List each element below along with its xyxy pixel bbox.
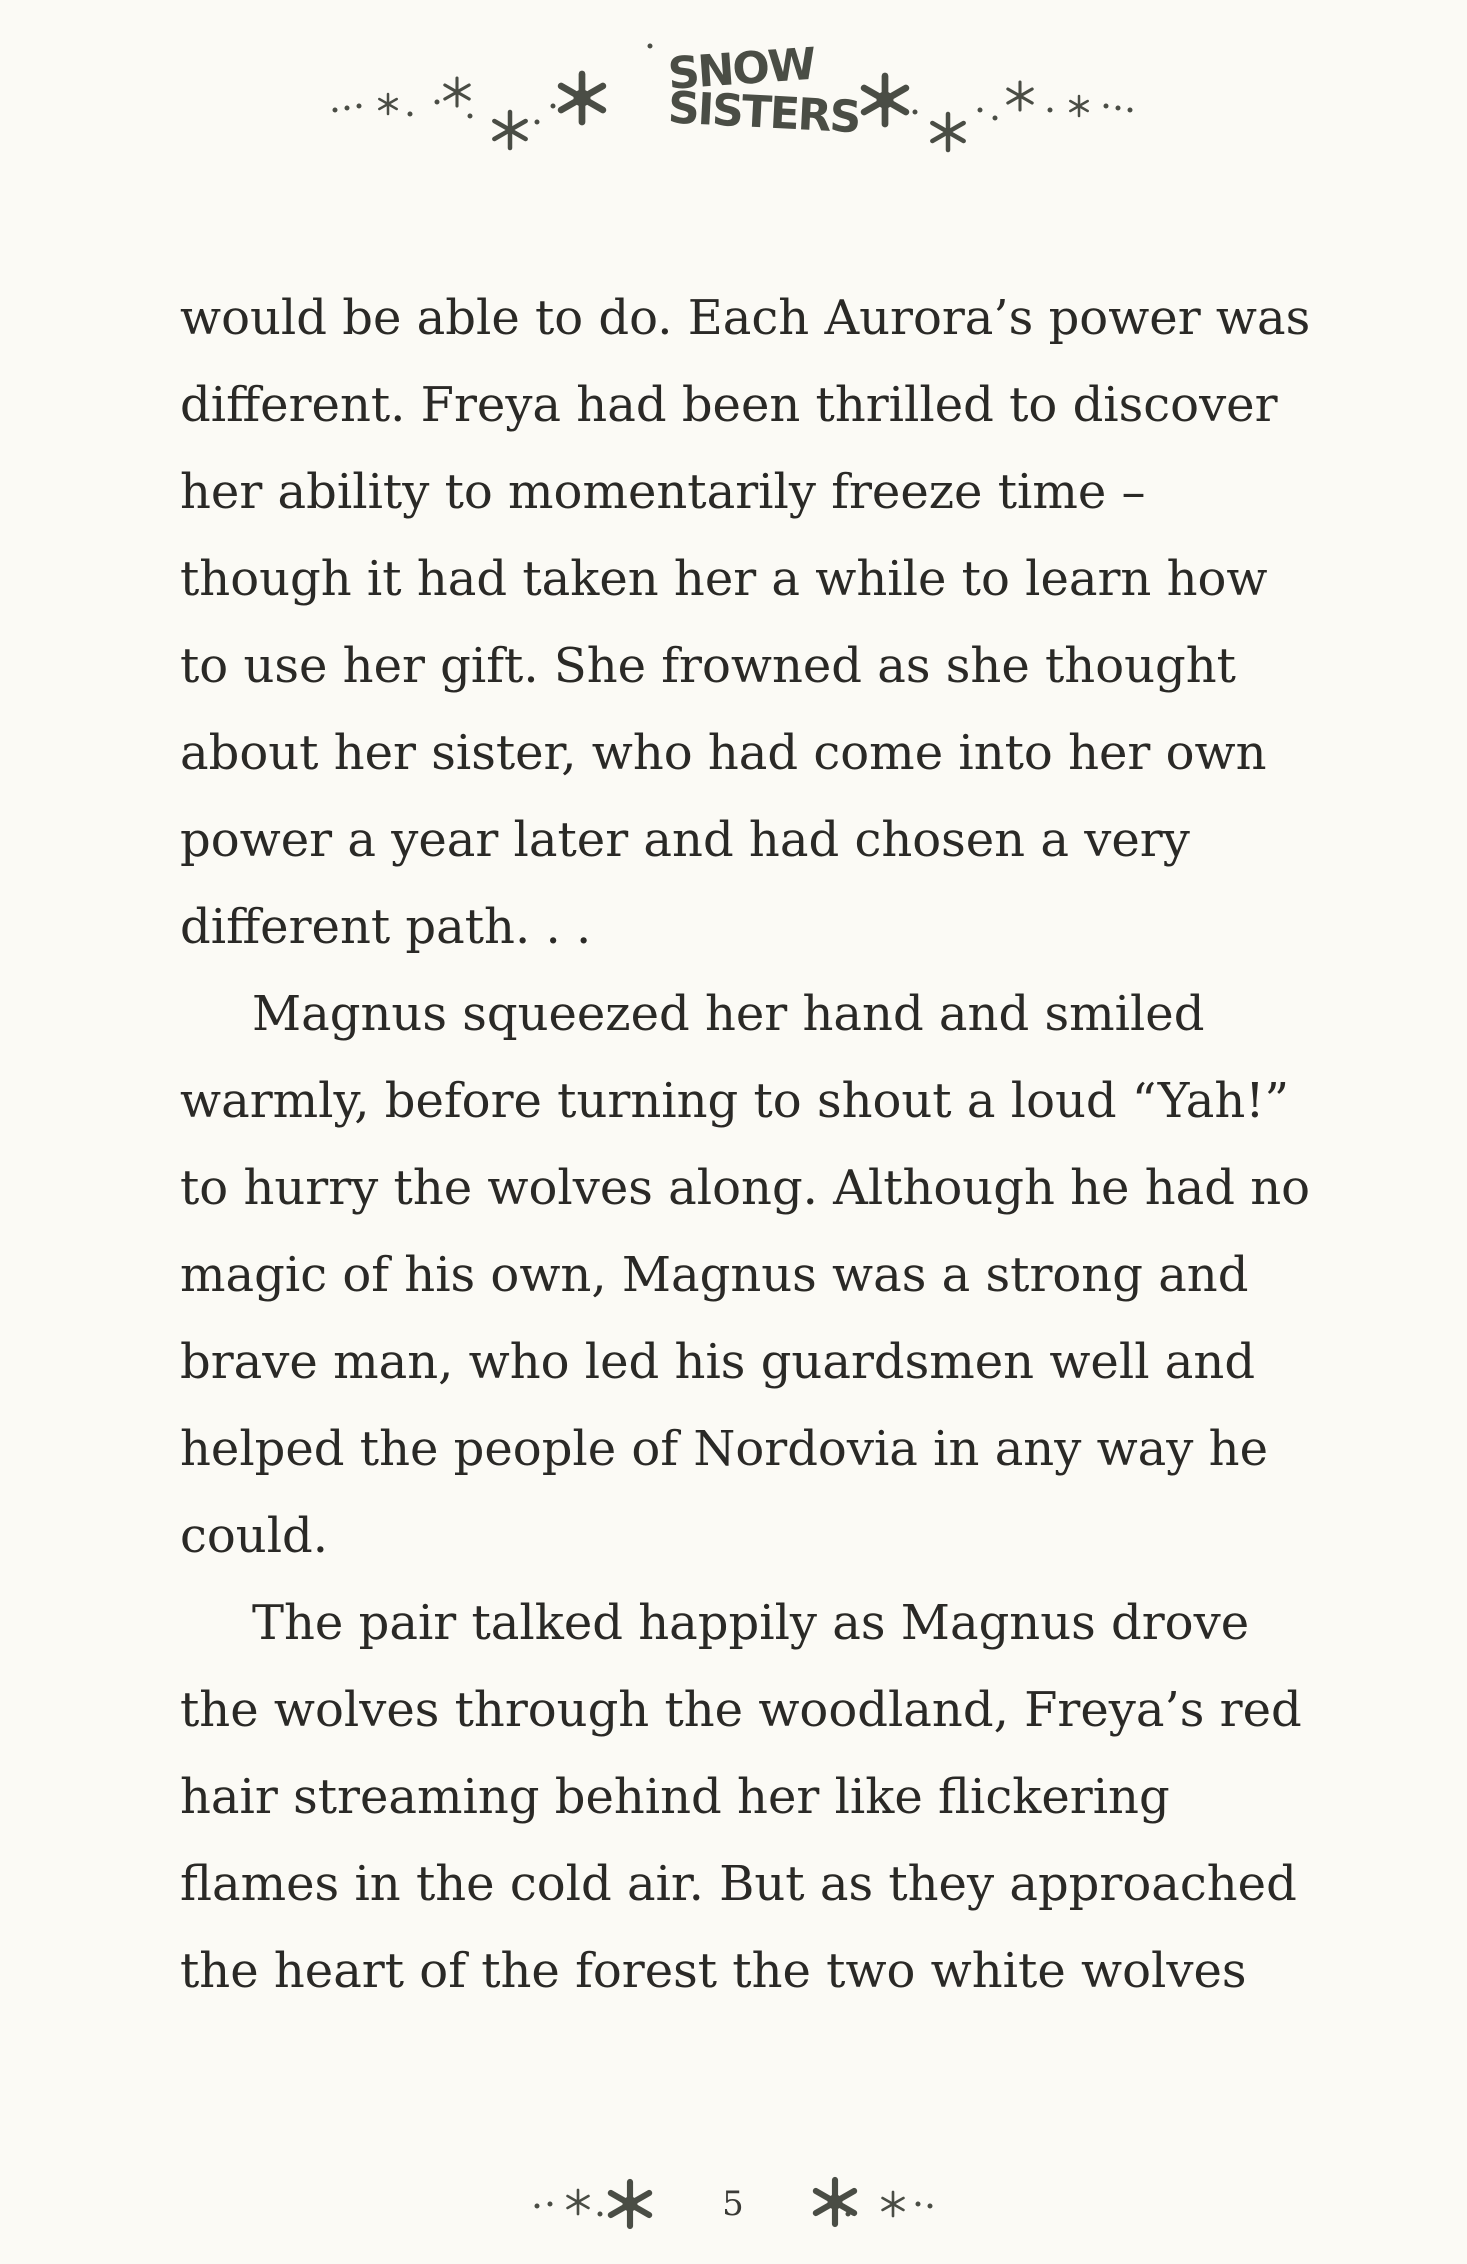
page-body-text (180, 275, 1330, 2015)
series-logo (666, 38, 861, 144)
snowflake-icon (379, 74, 603, 148)
logo-word-sisters: SISTERS (666, 82, 861, 144)
page-footer (0, 2170, 1467, 2250)
snowflake-icon (816, 2180, 904, 2224)
paragraph-3: The pair talked happily as Magnus drove the wolves through the woodland, Freya’s red hair streaming behind her like flickering flames in the cold air. But as they approached the heart of the forest the two white wolves (180, 1595, 1302, 1999)
page-header (0, 40, 1467, 170)
snowflake-icon (864, 76, 1088, 150)
paragraph-2: Magnus squeezed her hand and smiled warmly, before turning to shout a loud “Yah!” to hurry the wolves along. Although he had no magic of his own, Magnus was a strong and brave man, who led his guardsmen well and helped the people of Nordovia in any way he could. (180, 986, 1311, 1564)
page-number: 5 (722, 2184, 744, 2224)
snowflake-icon (568, 2182, 650, 2226)
paragraph-1: would be able to do. Each Aurora’s power was different. Freya had been thrilled to discover her ability to momentarily freeze time – though it had taken her a while to learn how to use her gift. She frowned as she thought about her sister, who had come into her own power a year later and had chosen a very different path. . . (180, 290, 1311, 955)
logo-word-snow: SNOW (666, 38, 817, 100)
